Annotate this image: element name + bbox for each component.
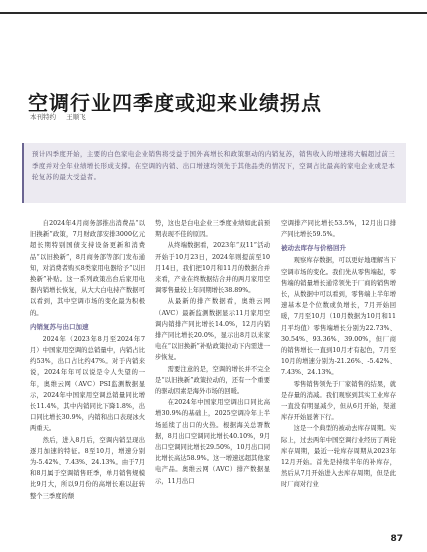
paragraph: 观察库存数据，可以更好地理解当下空调市场的变化。我们先从零售端起，零售端的销量增长通常领先于厂商的销售增长，从数据中可以看到，零售端上半年增速基本是个位数或负增长，7月开始回暖，7月至10月（10月数据为10月和11月平均值）零售端增长分别为22.73%、30.54%、93.36%、39.00%，但厂商的销售增长一直到10月才有起色，7月至10月的增速分别为-21.26%、-5.42%、7.43%、24.13%。 <box>281 257 396 377</box>
paragraph: 从终端数据看，2023年“双11”活动开始于10月23日，2024年则提前至10月14日，我们把10月和11月的数据合并来看，产业在终数据结合并的两月家用空调零售量较上年同期增长38.89%。 <box>155 242 270 295</box>
section-heading: 被动去库存与价格回升 <box>281 244 346 253</box>
abstract-box <box>22 143 406 203</box>
section-heading: 内销复苏与出口加速 <box>30 322 89 331</box>
article-title: 空调行业四季度或迎来业绩拐点 <box>28 91 322 116</box>
paragraph: 自2024年4月商务部推出消费品“以旧换新”政策，7月财政部安排3000亿元超长期特别国债支持设备更新和消费品“以旧换新”，8月商务部等部门发布通知，对消费者购买8类家用电器给予“以旧换新”补贴。这一系列政策出台后家用电器内销增长恢复，从大大白电持产数据可以看到，其中空调市场的变化最为积极的。 <box>30 220 145 317</box>
paragraph: 需要注意的是，空调的增长并不完全是“以旧换新”政策拉动的，还有一个重要的驱动因素是海外市场的回暖。 <box>155 365 270 396</box>
paragraph: 从最新的排产数据看，奥维云网（AVC）最新监测数据显示11月家用空调内销排产同比增长14.0%，12月内销排产同比增长20.0%，显示出8月以来家电在“以旧换新”补贴政策拉动下内需进一步恢复。 <box>155 298 270 362</box>
paragraph: 在2024年中国家用空调出口同比高增30.9%的基础上，2025空调冷年上半场延续了出口的火热。根据海关总署数据，8月出口空调同比增长40.10%，9月出口空调同比增长29.50%，10月出口同比增长高达58.9%。这一增速远超其他家电产品。奥维云网（AVC）排产数据显示，11月出口 <box>155 399 270 485</box>
paragraph: 零售销售领先于厂家销售的结果，就是存量的消减。我们观察到其实工业库存一直没有明显减少，但从6月开始，渠道库存开始显著下行。 <box>281 380 396 422</box>
body-column-3 <box>281 218 396 491</box>
author-name: 王顺飞 <box>66 113 86 121</box>
top-rule <box>0 12 427 14</box>
author-label: 本刊特约 <box>30 113 56 121</box>
byline <box>30 112 86 121</box>
paragraph: 势，这也是白电企业三季度业绩如此前预期表现不佳的原因。 <box>155 220 270 239</box>
body-column-1 <box>30 218 145 502</box>
page-number: 87 <box>390 534 403 544</box>
abstract-text: 预计四季度开始，主要的白色家电企业销售将受益于国外高增长和政策驱动的内销复苏，销售收入的增速将大幅超过前三季度并对全年业绩增长形成支撑。在空调的内销、出口增速均领先于其他品类的情况下，空调占比最高的家电企业或是本轮复苏的最大受益者。 <box>32 150 396 182</box>
paragraph: 然后，进入8月后，空调内销呈现出逐月加速的特征。8至10月，增速分别为-5.42%、7.43%、24.13%。由于7月和8月属于空调销售旺季，单月销售规模比9月大，所以9月份的高增长难以赶转整个三季度的颓 <box>30 436 145 500</box>
paragraph: 这是一个典型的被动去库存周期。实际上，过去两年中国空调行业经历了两轮库存周期，最近一轮库存周期从2023年12月开始。首先是持续半年的补库存，然后从7月开始进入去库存周期，但是此时厂商对行业 <box>281 425 396 489</box>
paragraph: 2024年（2023年8月至2024年7月）中国家用空调的总销量中，内销占比约53%，出口占比约47%。对于内销来说，2024年年可以说是令人失望的一年，奥维云网（AVC）PSI监测数据显示，2024年中国家用空调总销量同比增长11.4%，其中内销同比下降1.8%，出口同比增长30.9%，内销和出口表现冰火两重天。 <box>30 335 145 433</box>
paragraph: 空调排产同比增长53.5%，12月出口排产同比增长59.5%。 <box>281 220 396 239</box>
body-column-2 <box>155 218 270 487</box>
